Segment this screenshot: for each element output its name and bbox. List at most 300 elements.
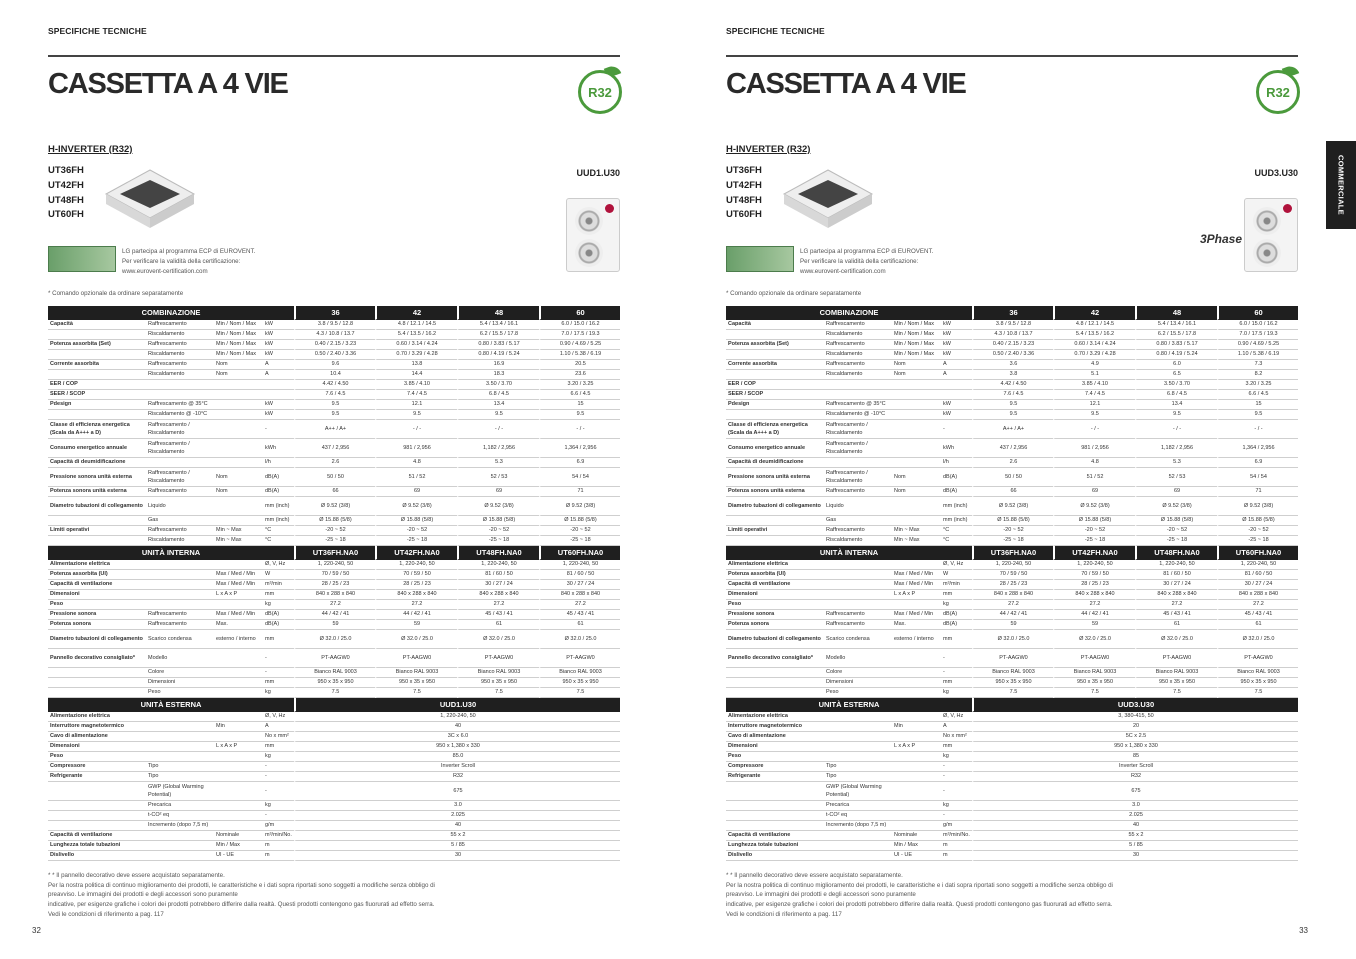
- table-cell: 4.8: [1053, 458, 1135, 468]
- table-cell: 4.3 / 10.8 / 13.7: [972, 330, 1053, 340]
- table-cell: UT36FH.NA0: [972, 546, 1053, 560]
- table-cell: Capacità di ventilazione: [726, 580, 824, 590]
- table-row: [48, 752, 620, 762]
- table-row: [726, 630, 1298, 649]
- table-cell: [214, 410, 263, 420]
- table-cell: 6.5: [1135, 370, 1217, 380]
- table-cell: 3.85 / 4.10: [1053, 380, 1135, 390]
- table-cell: 950 x 35 x 950: [457, 678, 539, 688]
- table-cell: [941, 380, 972, 390]
- table-cell: °C: [941, 526, 972, 536]
- table-row: [726, 370, 1298, 380]
- table-cell: [892, 821, 941, 831]
- table-cell: 4.42 / 4.50: [294, 380, 375, 390]
- table-cell: [892, 410, 941, 420]
- spec-table: [48, 306, 620, 861]
- table-cell: A++ / A+: [972, 420, 1053, 439]
- table-cell: Min / Max: [214, 841, 263, 851]
- table-cell: -25 ~ 18: [375, 536, 457, 546]
- table-cell: dB(A): [263, 487, 294, 497]
- table-cell: Max.: [214, 620, 263, 630]
- table-cell: [892, 458, 941, 468]
- table-cell: [824, 600, 892, 610]
- table-cell: Ø, V, Hz: [263, 560, 294, 570]
- table-cell: Raffrescamento / Riscaldamento: [824, 420, 892, 439]
- table-cell: 70 / 59 / 50: [375, 570, 457, 580]
- table-row: [726, 400, 1298, 410]
- table-cell: 7.6 / 4.5: [294, 390, 375, 400]
- table-cell: Dimensioni: [726, 590, 824, 600]
- table-cell: Pannello decorativo consigliato*: [48, 649, 146, 668]
- table-cell: 0.40 / 2.15 / 3.23: [294, 340, 375, 350]
- table-cell: 6.8 / 4.5: [457, 390, 539, 400]
- table-cell: [726, 678, 824, 688]
- table-cell: A: [263, 370, 294, 380]
- table-cell: 61: [1217, 620, 1298, 630]
- table-cell: Potenza sonora unità esterna: [48, 487, 146, 497]
- table-cell: Modello: [824, 649, 892, 668]
- table-cell: Alimentazione elettrica: [726, 712, 824, 722]
- table-cell: [824, 712, 892, 722]
- table-cell: 6.6 / 4.5: [539, 390, 620, 400]
- table-cell: Bianco RAL 9003: [457, 668, 539, 678]
- table-cell: [726, 821, 824, 831]
- table-cell: Interruttore magnetotermico: [48, 722, 146, 732]
- table-cell: [941, 390, 972, 400]
- table-cell: [214, 390, 263, 400]
- table-cell: Min / Nom / Max: [214, 320, 263, 330]
- table-cell: Max / Med / Min: [214, 610, 263, 620]
- table-cell: [48, 801, 146, 811]
- table-cell: Incremento (dopo 7,5 m): [824, 821, 892, 831]
- table-cell: UT48FH.NA0: [1135, 546, 1217, 560]
- table-cell: UNITÀ INTERNA: [726, 546, 972, 560]
- table-cell: mm (inch): [263, 516, 294, 526]
- table-cell: 981 / 2,956: [375, 439, 457, 458]
- table-cell: -: [941, 649, 972, 668]
- table-cell: 30: [972, 851, 1298, 861]
- table-cell: 55 x 2: [972, 831, 1298, 841]
- table-cell: -: [941, 762, 972, 772]
- table-cell: Dislivello: [48, 851, 146, 861]
- section-label: SPECIFICHE TECNICHE: [726, 26, 825, 36]
- table-row: [726, 801, 1298, 811]
- table-cell: mm: [263, 742, 294, 752]
- table-cell: Ø 9.52 (3/8): [972, 497, 1053, 516]
- table-cell: [726, 782, 824, 801]
- table-cell: 42: [1053, 306, 1135, 320]
- table-cell: mm: [263, 630, 294, 649]
- spec-table: [726, 306, 1298, 861]
- table-cell: Min ~ Max: [892, 536, 941, 546]
- table-cell: Alimentazione elettrica: [726, 560, 824, 570]
- table-cell: Ø 9.52 (3/8): [1135, 497, 1217, 516]
- table-cell: Nominale: [892, 831, 941, 841]
- table-cell: 7.5: [1217, 688, 1298, 698]
- table-cell: 9.5: [1135, 410, 1217, 420]
- table-cell: [48, 410, 146, 420]
- table-cell: 7.0 / 17.5 / 19.3: [1217, 330, 1298, 340]
- table-cell: Ø 32.0 / 25.0: [1053, 630, 1135, 649]
- table-cell: - / -: [1217, 420, 1298, 439]
- table-cell: Pdesign: [48, 400, 146, 410]
- table-cell: [824, 458, 892, 468]
- table-cell: EER / COP: [726, 380, 824, 390]
- table-cell: Potenza assorbita (UI): [48, 570, 146, 580]
- table-cell: Ø 32.0 / 25.0: [1135, 630, 1217, 649]
- table-cell: Bianco RAL 9003: [294, 668, 375, 678]
- table-row: [48, 722, 620, 732]
- table-cell: 59: [972, 620, 1053, 630]
- table-cell: 52 / 53: [457, 468, 539, 487]
- table-cell: 50 / 50: [972, 468, 1053, 487]
- table-row: [726, 516, 1298, 526]
- table-cell: Gas: [824, 516, 892, 526]
- table-cell: [146, 458, 214, 468]
- table-cell: 7.4 / 4.5: [375, 390, 457, 400]
- table-cell: g/m: [941, 821, 972, 831]
- table-cell: Nom: [214, 370, 263, 380]
- table-row: [48, 831, 620, 841]
- divider: [48, 55, 620, 57]
- table-row: [726, 590, 1298, 600]
- table-cell: 30 / 27 / 24: [539, 580, 620, 590]
- model-name: UT60FH: [48, 209, 84, 221]
- table-cell: 9.5: [972, 400, 1053, 410]
- table-cell: 27.2: [972, 600, 1053, 610]
- table-cell: Ø 9.52 (3/8): [457, 497, 539, 516]
- table-row: [726, 688, 1298, 698]
- table-cell: Raffrescamento / Riscaldamento: [824, 468, 892, 487]
- table-cell: t-CO² eq: [146, 811, 214, 821]
- table-cell: 840 x 288 x 840: [1053, 590, 1135, 600]
- table-cell: [214, 752, 263, 762]
- table-cell: 18.3: [457, 370, 539, 380]
- table-row: [726, 762, 1298, 772]
- table-cell: W: [263, 570, 294, 580]
- table-row: [48, 841, 620, 851]
- table-cell: Max / Med / Min: [214, 570, 263, 580]
- eurovent-logo: [48, 246, 116, 272]
- table-header-row: [48, 546, 620, 560]
- table-cell: Liquido: [146, 497, 214, 516]
- subtitle: H-INVERTER (R32): [48, 144, 133, 155]
- table-cell: -20 ~ 52: [457, 526, 539, 536]
- table-cell: -20 ~ 52: [539, 526, 620, 536]
- table-cell: Ø 15.88 (5/8): [1053, 516, 1135, 526]
- table-cell: Interruttore magnetotermico: [726, 722, 824, 732]
- table-cell: mm (inch): [941, 516, 972, 526]
- table-cell: 44 / 42 / 41: [972, 610, 1053, 620]
- table-cell: COMBINAZIONE: [726, 306, 972, 320]
- table-cell: Max.: [892, 620, 941, 630]
- table-cell: Peso: [146, 688, 214, 698]
- outdoor-model-code: UUD3.U30: [1254, 168, 1298, 178]
- table-cell: 3.0: [294, 801, 620, 811]
- outdoor-unit-image: [1244, 198, 1298, 272]
- table-header-row: [48, 306, 620, 320]
- table-cell: -: [941, 420, 972, 439]
- table-cell: UNITÀ ESTERNA: [726, 698, 972, 712]
- table-cell: Cavo di alimentazione: [48, 732, 146, 742]
- table-row: [48, 742, 620, 752]
- table-cell: Potenza assorbita (UI): [726, 570, 824, 580]
- table-cell: A: [941, 370, 972, 380]
- table-cell: UT60FH.NA0: [539, 546, 620, 560]
- table-row: [726, 439, 1298, 458]
- table-cell: Ø 15.88 (5/8): [457, 516, 539, 526]
- table-cell: 5 / 85: [294, 841, 620, 851]
- table-cell: Riscaldamento: [146, 536, 214, 546]
- table-cell: [214, 801, 263, 811]
- table-cell: Pressione sonora unità esterna: [48, 468, 146, 487]
- table-cell: Liquido: [824, 497, 892, 516]
- table-cell: 69: [375, 487, 457, 497]
- table-cell: 1, 220-240, 50: [294, 712, 620, 722]
- table-cell: 1,182 / 2,956: [1135, 439, 1217, 458]
- table-cell: 12.1: [1053, 400, 1135, 410]
- table-cell: 5.1: [1053, 370, 1135, 380]
- table-cell: 6.0 / 15.0 / 16.2: [1217, 320, 1298, 330]
- table-row: [726, 620, 1298, 630]
- table-cell: 71: [539, 487, 620, 497]
- table-row: [48, 468, 620, 487]
- table-cell: Riscaldamento: [146, 330, 214, 340]
- table-cell: Refrigerante: [48, 772, 146, 782]
- table-cell: 840 x 288 x 840: [972, 590, 1053, 600]
- table-row: [726, 821, 1298, 831]
- table-cell: 3, 380-415, 50: [972, 712, 1298, 722]
- table-cell: Ø 32.0 / 25.0: [457, 630, 539, 649]
- r32-badge: [1256, 70, 1300, 114]
- table-row: [48, 762, 620, 772]
- eurovent-logo: [726, 246, 794, 272]
- table-cell: Capacità: [48, 320, 146, 330]
- table-cell: 0.60 / 3.14 / 4.24: [375, 340, 457, 350]
- table-cell: [892, 649, 941, 668]
- table-cell: Tipo: [146, 772, 214, 782]
- table-cell: Tipo: [146, 762, 214, 772]
- table-cell: 81 / 60 / 50: [539, 570, 620, 580]
- table-cell: Raffrescamento: [146, 320, 214, 330]
- table-cell: Modello: [146, 649, 214, 668]
- table-cell: kW: [263, 400, 294, 410]
- table-cell: -25 ~ 18: [972, 536, 1053, 546]
- table-cell: Min / Nom / Max: [892, 340, 941, 350]
- table-cell: -20 ~ 52: [294, 526, 375, 536]
- table-cell: Pressione sonora unità esterna: [726, 468, 824, 487]
- table-cell: Incremento (dopo 7,5 m): [146, 821, 214, 831]
- table-cell: 1, 220-240, 50: [457, 560, 539, 570]
- table-cell: 6.2 / 15.5 / 17.8: [457, 330, 539, 340]
- table-cell: 4.3 / 10.8 / 13.7: [294, 330, 375, 340]
- table-row: [726, 580, 1298, 590]
- table-cell: Riscaldamento: [146, 350, 214, 360]
- table-cell: [824, 570, 892, 580]
- table-cell: [214, 688, 263, 698]
- table-cell: 9.5: [539, 410, 620, 420]
- table-cell: [214, 497, 263, 516]
- table-cell: Potenza sonora: [48, 620, 146, 630]
- table-cell: Bianco RAL 9003: [972, 668, 1053, 678]
- table-cell: 9.5: [375, 410, 457, 420]
- table-cell: 45 / 43 / 41: [1135, 610, 1217, 620]
- table-cell: mm: [941, 630, 972, 649]
- table-cell: 81 / 60 / 50: [1217, 570, 1298, 580]
- table-cell: 55 x 2: [294, 831, 620, 841]
- table-cell: PT-AAGW0: [375, 649, 457, 668]
- table-cell: 950 x 35 x 950: [294, 678, 375, 688]
- table-cell: Ø 15.88 (5/8): [294, 516, 375, 526]
- badge-label: R32: [588, 84, 612, 100]
- table-cell: 950 x 35 x 950: [1053, 678, 1135, 688]
- table-cell: 60: [539, 306, 620, 320]
- table-cell: [146, 560, 214, 570]
- table-cell: GWP (Global Warming Potential): [146, 782, 214, 801]
- table-cell: -: [263, 649, 294, 668]
- table-cell: 51 / 52: [375, 468, 457, 487]
- table-cell: UI - UE: [892, 851, 941, 861]
- table-cell: [48, 536, 146, 546]
- table-cell: -20 ~ 52: [375, 526, 457, 536]
- table-cell: 27.2: [457, 600, 539, 610]
- table-cell: W: [941, 570, 972, 580]
- table-row: [726, 360, 1298, 370]
- table-cell: Min ~ Max: [214, 536, 263, 546]
- section-label: SPECIFICHE TECNICHE: [48, 26, 147, 36]
- table-cell: Bianco RAL 9003: [375, 668, 457, 678]
- table-cell: UT42FH.NA0: [375, 546, 457, 560]
- table-cell: 45 / 43 / 41: [1217, 610, 1298, 620]
- table-cell: [214, 380, 263, 390]
- table-cell: -: [263, 772, 294, 782]
- table-cell: 40: [972, 821, 1298, 831]
- three-phase-logo: 3Phase: [1200, 232, 1243, 246]
- table-cell: t-CO² eq: [824, 811, 892, 821]
- table-cell: [824, 380, 892, 390]
- table-cell: UT48FH.NA0: [457, 546, 539, 560]
- table-cell: Raffrescamento: [824, 620, 892, 630]
- table-cell: Peso: [48, 752, 146, 762]
- model-name: UT42FH: [726, 179, 762, 191]
- table-cell: Inverter Scroll: [294, 762, 620, 772]
- table-cell: Nominale: [214, 831, 263, 841]
- table-cell: Riscaldamento @ -10°C: [146, 410, 214, 420]
- table-row: [48, 458, 620, 468]
- table-cell: 675: [972, 782, 1298, 801]
- table-cell: Riscaldamento: [824, 350, 892, 360]
- table-cell: A: [263, 722, 294, 732]
- table-cell: 36: [294, 306, 375, 320]
- table-cell: 9.5: [1053, 410, 1135, 420]
- table-row: [48, 712, 620, 722]
- table-cell: Ø 32.0 / 25.0: [375, 630, 457, 649]
- table-cell: Raffrescamento: [824, 487, 892, 497]
- table-cell: 50 / 50: [294, 468, 375, 487]
- table-cell: Nom: [892, 360, 941, 370]
- table-cell: [214, 772, 263, 782]
- table-cell: 3.50 / 3.70: [1135, 380, 1217, 390]
- table-row: [726, 536, 1298, 546]
- command-note: * Comando opzionale da ordinare separatamente: [48, 290, 184, 297]
- table-row: [48, 320, 620, 330]
- table-cell: m: [941, 851, 972, 861]
- table-cell: 675: [294, 782, 620, 801]
- table-cell: 27.2: [1135, 600, 1217, 610]
- table-cell: 48: [457, 306, 539, 320]
- table-cell: 6.2 / 15.5 / 17.8: [1135, 330, 1217, 340]
- table-cell: 28 / 25 / 23: [375, 580, 457, 590]
- table-cell: Pressione sonora: [726, 610, 824, 620]
- footnotes: * * Il pannello decorativo deve essere acquistato separatamente. Per la nostra politica di continuo miglioramento dei prodotti, le caratteristiche e i dati sopra riportati sono soggetti a modifiche senza obbligo di preavviso. Le immagini dei prodotti e degli accessori sono puramente indicative, per esigenze grafiche i colori dei prodotti potrebbero differire dalla realtà. Questi prodotti contengono gas fluorurati ad effetto serra. Vedi le condizioni di riferimento a pag. 117: [726, 872, 1113, 918]
- table-cell: 66: [294, 487, 375, 497]
- table-cell: L x A x P: [892, 590, 941, 600]
- table-cell: [263, 380, 294, 390]
- table-cell: 45 / 43 / 41: [539, 610, 620, 620]
- table-cell: 13.4: [1135, 400, 1217, 410]
- table-cell: kW: [263, 330, 294, 340]
- table-cell: A: [941, 722, 972, 732]
- table-row: [726, 320, 1298, 330]
- table-cell: dB(A): [941, 610, 972, 620]
- table-cell: Diametro tubazioni di collegamento: [48, 497, 146, 516]
- model-name: UT42FH: [48, 179, 84, 191]
- table-header-row: [726, 698, 1298, 712]
- table-row: [726, 570, 1298, 580]
- table-cell: 8.2: [1217, 370, 1298, 380]
- table-cell: [214, 782, 263, 801]
- table-row: [48, 851, 620, 861]
- table-cell: m: [263, 841, 294, 851]
- table-cell: -: [263, 811, 294, 821]
- table-cell: 44 / 42 / 41: [1053, 610, 1135, 620]
- table-cell: mm: [263, 678, 294, 688]
- table-cell: 3.85 / 4.10: [375, 380, 457, 390]
- table-cell: PT-AAGW0: [1053, 649, 1135, 668]
- table-cell: Potenza sonora unità esterna: [726, 487, 824, 497]
- table-cell: [214, 420, 263, 439]
- table-cell: 6.0 / 15.0 / 16.2: [539, 320, 620, 330]
- table-cell: °C: [263, 536, 294, 546]
- table-cell: PT-AAGW0: [1135, 649, 1217, 668]
- table-cell: Bianco RAL 9003: [1217, 668, 1298, 678]
- table-cell: [146, 390, 214, 400]
- table-cell: Raffrescamento: [146, 487, 214, 497]
- table-cell: Ø 32.0 / 25.0: [1217, 630, 1298, 649]
- table-cell: 6.9: [1217, 458, 1298, 468]
- leaf-icon: [604, 64, 622, 79]
- table-cell: 85.0: [294, 752, 620, 762]
- table-cell: 12.1: [375, 400, 457, 410]
- table-cell: Consumo energetico annuale: [48, 439, 146, 458]
- leaf-icon: [1282, 64, 1300, 79]
- table-cell: 9.5: [1217, 410, 1298, 420]
- table-cell: [824, 560, 892, 570]
- footnotes: * * Il pannello decorativo deve essere acquistato separatamente. Per la nostra politica di continuo miglioramento dei prodotti, le caratteristiche e i dati sopra riportati sono soggetti a modifiche senza obbligo di preavviso. Le immagini dei prodotti e degli accessori sono puramente indicative, per esigenze grafiche i colori dei prodotti potrebbero differire dalla realtà. Questi prodotti contengono gas fluorurati ad effetto serra. Vedi le condizioni di riferimento a pag. 117: [48, 872, 435, 918]
- table-cell: [824, 742, 892, 752]
- table-cell: 59: [1053, 620, 1135, 630]
- table-cell: kW: [941, 410, 972, 420]
- model-name: UT36FH: [726, 165, 762, 176]
- table-cell: 6.0: [1135, 360, 1217, 370]
- table-cell: Ø 9.52 (3/8): [1053, 497, 1135, 516]
- table-cell: dB(A): [941, 620, 972, 630]
- table-cell: L x A x P: [214, 742, 263, 752]
- table-cell: [48, 821, 146, 831]
- table-cell: GWP (Global Warming Potential): [824, 782, 892, 801]
- table-cell: mm: [941, 742, 972, 752]
- table-cell: 27.2: [1217, 600, 1298, 610]
